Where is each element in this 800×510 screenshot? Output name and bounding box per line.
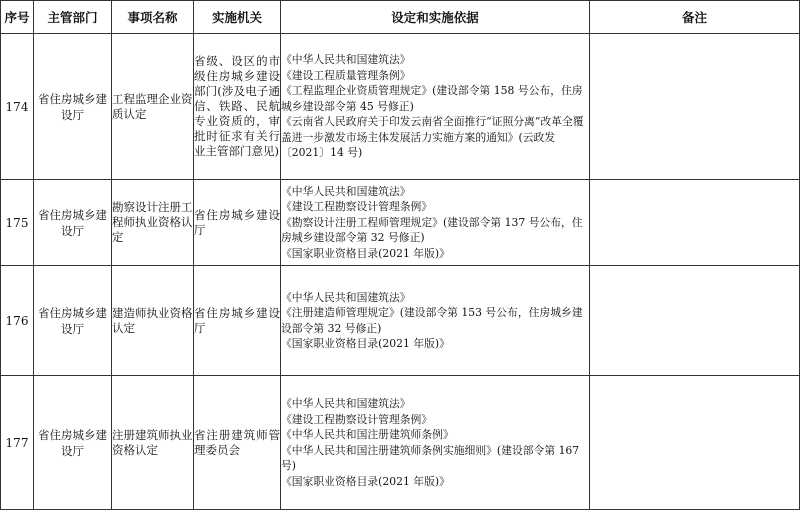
basis-line: 《云南省人民政府关于印发云南省全面推行“证照分离”改革全覆盖进一步激发市场主体发展活力实施方案的通知》(云政发〔2021〕14 号) <box>281 115 584 160</box>
header-no: 序号 <box>1 1 34 34</box>
item-name-cell: 工程监理企业资质认定 <box>112 34 194 180</box>
note-cell <box>590 376 800 510</box>
basis-line: 《中华人民共和国建筑法》 <box>281 290 411 304</box>
dept-cell: 省住房城乡建设厅 <box>34 34 112 180</box>
basis-cell <box>281 376 590 510</box>
dept-cell: 省住房城乡建设厅 <box>34 376 112 510</box>
basis-line: 《勘察设计注册工程师管理规定》(建设部令第 137 号公布，住房城乡建设部令第 32 号修正) <box>281 215 583 245</box>
row-number: 175 <box>1 180 34 266</box>
basis-line: 《中华人民共和国注册建筑师条例》 <box>281 428 454 441</box>
basis-line: 《建设工程勘察设计管理条例》 <box>281 200 433 214</box>
header-item: 事项名称 <box>112 1 194 34</box>
agency-cell: 省住房城乡建设厅 <box>194 266 281 376</box>
dept-cell: 省住房城乡建设厅 <box>34 180 112 266</box>
basis-cell <box>281 34 590 180</box>
basis-line: 《国家职业资格目录(2021 年版)》 <box>281 337 450 350</box>
table-row <box>1 180 800 266</box>
note-cell <box>590 34 800 180</box>
item-name-cell: 建造师执业资格认定 <box>112 266 194 376</box>
basis-line: 《国家职业资格目录(2021 年版)》 <box>281 474 450 488</box>
agency-cell: 省级、设区的市级住房城乡建设部门(涉及电子通信、铁路、民航专业资质的，审批时征求有关行业主管部门意见) <box>194 34 281 180</box>
header-agency: 实施机关 <box>194 1 281 34</box>
basis-line: 《工程监理企业资质管理规定》(建设部令第 158 号公布，住房城乡建设部令第 45 号修正) <box>281 84 583 113</box>
table-row <box>1 34 800 180</box>
basis-line: 《中华人民共和国建筑法》 <box>281 184 411 198</box>
basis-line: 《中华人民共和国建筑法》 <box>281 53 411 67</box>
header-basis: 设定和实施依据 <box>281 1 590 34</box>
row-number: 174 <box>1 34 34 180</box>
basis-line: 《中华人民共和国注册建筑师条例实施细则》(建设部令第 167 号) <box>281 443 580 472</box>
item-name-cell: 勘察设计注册工程师执业资格认定 <box>112 180 194 266</box>
table-row <box>1 376 800 510</box>
basis-line: 《建设工程质量管理条例》 <box>281 68 411 82</box>
row-number: 177 <box>1 376 34 510</box>
basis-line: 《中华人民共和国建筑法》 <box>281 397 411 410</box>
header-row <box>1 1 800 34</box>
basis-line: 《建设工程勘察设计管理条例》 <box>281 412 433 426</box>
header-dept: 主管部门 <box>34 1 112 34</box>
item-name-cell: 注册建筑师执业资格认定 <box>112 376 194 510</box>
agency-cell: 省注册建筑师管理委员会 <box>194 376 281 510</box>
table-row <box>1 266 800 376</box>
basis-cell <box>281 266 590 376</box>
basis-line: 《注册建造师管理规定》(建设部令第 153 号公布，住房城乡建设部令第 32 号修正) <box>281 306 583 335</box>
note-cell <box>590 180 800 266</box>
row-number: 176 <box>1 266 34 376</box>
agency-cell: 省住房城乡建设厅 <box>194 180 281 266</box>
basis-line: 《国家职业资格目录(2021 年版)》 <box>281 246 450 260</box>
basis-cell <box>281 180 590 266</box>
note-cell <box>590 266 800 376</box>
header-note: 备注 <box>590 1 800 34</box>
dept-cell: 省住房城乡建设厅 <box>34 266 112 376</box>
